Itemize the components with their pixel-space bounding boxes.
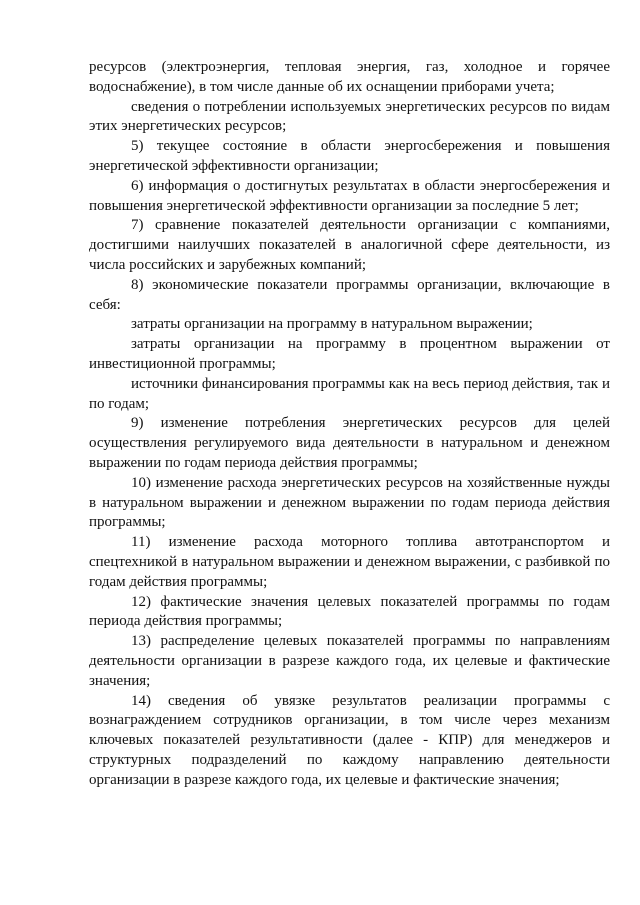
paragraph-item-11: 11) изменение расхода моторного топлива автотранспортом и спецтехникой в натуральном выражении и денежном выражении, с разбивкой по годам действия программы; (89, 534, 610, 590)
paragraph-costs-percent: затраты организации на программу в процентном выражении от инвестиционной программы; (89, 336, 610, 372)
paragraph-financing-sources: источники финансирования программы как на весь период действия, так и по годам; (89, 375, 610, 412)
paragraph-consumption-info: сведения о потреблении используемых энергетических ресурсов по видам этих энергетических ресурсов; (89, 98, 610, 135)
paragraph-item-10: 10) изменение расхода энергетических ресурсов на хозяйственные нужды в натуральном выражении и денежном выражении по годам периода действия программы; (89, 474, 610, 531)
paragraph-item-5: 5) текущее состояние в области энергосбережения и повышения энергетической эффективности организации; (89, 138, 610, 174)
paragraph-item-7: 7) сравнение показателей деятельности организации с компаниями, достигшими наилучших показателей в аналогичной сфере деятельности, из числа российских и зарубежных компаний; (89, 217, 610, 273)
paragraph-item-6: 6) информация о достигнутых результатах в области энергосбережения и повышения энергетической эффективности организации за последние 5 лет; (89, 177, 610, 214)
paragraph-item-14: 14) сведения об увязке результатов реализации программы с вознаграждением сотрудников организации, в том числе через механизм ключевых показателей результативности (далее - КПР) для менеджеров и структурных подразделений по каждому направлению деятельности организации в разрезе каждого года, их целевые и фактические значения; (89, 692, 610, 788)
paragraph-item-13: 13) распределение целевых показателей программы по направлениям деятельности организации в разрезе каждого года, их целевые и фактические значения; (89, 633, 610, 689)
paragraph-item-12: 12) фактические значения целевых показателей программы по годам периода действия программы; (89, 593, 610, 630)
paragraph-resources-continued: ресурсов (электроэнергия, тепловая энергия, газ, холодное и горячее водоснабжение), в том числе данные об их оснащении приборами учета; (89, 59, 610, 95)
document-page (89, 58, 610, 790)
paragraph-item-8: 8) экономические показатели программы организации, включающие в себя: (89, 276, 610, 313)
paragraph-item-9: 9) изменение потребления энергетических ресурсов для целей осуществления регулируемого вида деятельности в натуральном и денежном выражении по годам периода действия программы; (89, 415, 610, 471)
paragraph-costs-natural: затраты организации на программу в натуральном выражении; (131, 316, 533, 333)
